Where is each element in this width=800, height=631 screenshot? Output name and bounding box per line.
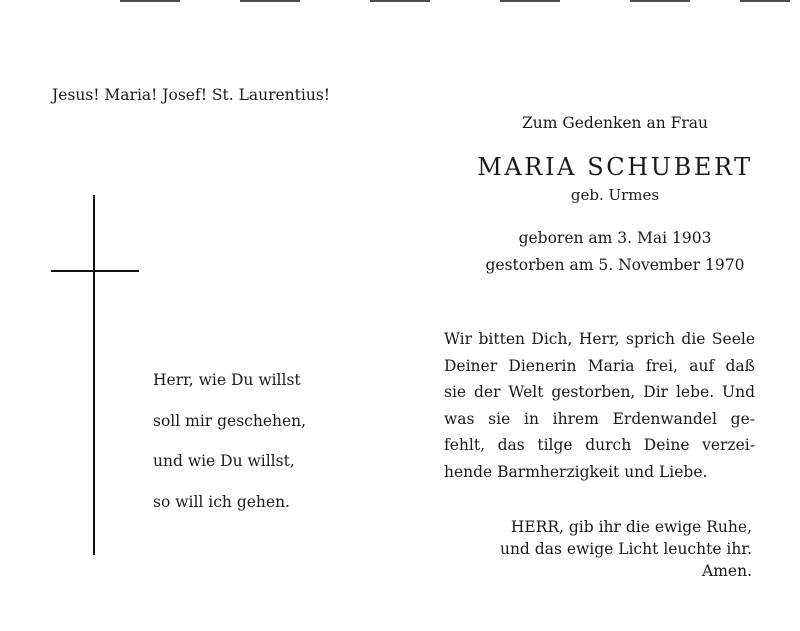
cross-icon-bar	[51, 270, 139, 272]
scan-edge-mark	[120, 0, 180, 2]
scan-edge-mark	[500, 0, 560, 2]
verse-line: Herr, wie Du willst	[153, 371, 301, 389]
prayer-line: was sie in ihrem Erdenwandel ge-	[444, 409, 755, 428]
prayer-line: hende Barmherzigkeit und Liebe.	[444, 462, 708, 481]
verse-block	[153, 360, 306, 522]
cross-icon	[93, 195, 95, 555]
closing-line: Amen.	[702, 562, 752, 580]
verse-line: soll mir geschehen,	[153, 411, 307, 430]
prayer-block	[444, 326, 755, 485]
scan-edge-mark	[740, 0, 790, 2]
closing-line: und das ewige Licht leuchte ihr.	[499, 540, 752, 558]
scan-edge-mark	[630, 0, 690, 2]
prayer-line: fehlt, das tilge durch Deine verzei-	[444, 436, 755, 454]
verse-line: so will ich gehen.	[153, 492, 290, 511]
maiden-name: geb. Urmes	[570, 186, 660, 204]
verse-line: und wie Du willst,	[153, 452, 295, 470]
prayer-line: Deiner Dienerin Maria frei, auf daß	[444, 356, 755, 375]
memorial-intro: Zum Gedenken an Frau	[521, 114, 709, 132]
death-date: gestorben am 5. November 1970	[485, 256, 745, 274]
closing-line: HERR, gib ihr die ewige Ruhe,	[510, 518, 752, 536]
deceased-name: MARIA SCHUBERT	[477, 153, 753, 181]
scan-edge-mark	[370, 0, 430, 2]
prayer-line: sie der Welt gestorben, Dir lebe. Und	[444, 383, 755, 401]
closing-block	[460, 516, 752, 582]
prayer-line: Wir bitten Dich, Herr, sprich die Seele	[444, 330, 755, 348]
birth-date: geboren am 3. Mai 1903	[518, 229, 712, 247]
scan-edge-mark	[240, 0, 300, 2]
invocation-text: Jesus! Maria! Josef! St. Laurentius!	[52, 86, 331, 104]
